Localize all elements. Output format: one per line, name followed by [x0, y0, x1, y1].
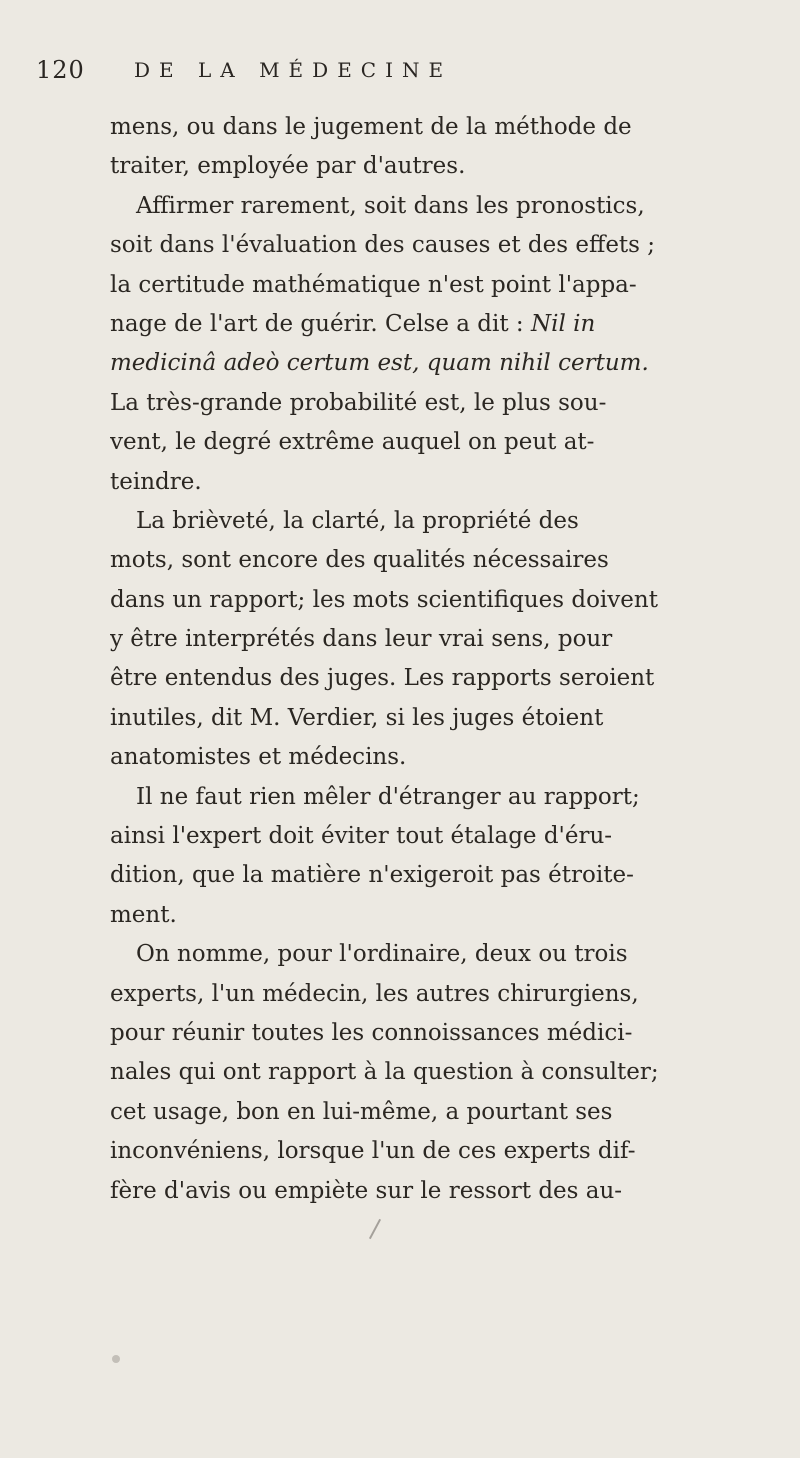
text-line — [110, 856, 782, 895]
page-number: 120 — [36, 56, 85, 84]
text-line-roman: inconvéniens, lorsque l'un de ces experts dif- — [110, 1138, 636, 1165]
text-line — [110, 502, 782, 541]
text-line — [110, 305, 782, 344]
text-line-roman: inutiles, dit M. Verdier, si les juges étoient — [110, 704, 604, 731]
text-line — [110, 1053, 782, 1092]
text-line-roman: la certitude mathématique n'est point l'appa- — [110, 271, 637, 298]
text-line-roman: nales qui ont rapport à la question à consulter; — [110, 1059, 659, 1086]
text-line — [110, 423, 782, 462]
ink-mark — [369, 1219, 381, 1239]
text-line-roman: mots, sont encore des qualités nécessaires — [110, 547, 609, 574]
running-title: DE LA MÉDECINE — [134, 58, 453, 82]
text-line — [110, 541, 782, 580]
text-line-roman: teindre. — [110, 468, 202, 495]
text-line — [110, 778, 782, 817]
text-line — [110, 1014, 782, 1053]
text-line-roman: traiter, employée par d'autres. — [110, 153, 466, 180]
text-line-roman: vent, le degré extrême auquel on peut at- — [110, 429, 595, 456]
text-line — [110, 935, 782, 974]
text-line-roman: anatomistes et médecins. — [110, 744, 407, 771]
text-line-roman: mens, ou dans le jugement de la méthode de — [110, 114, 632, 140]
text-line-roman: être entendus des juges. Les rapports seroient — [110, 665, 655, 692]
text-line — [110, 1172, 782, 1211]
text-line-roman: dition, que la matière n'exigeroit pas étroite- — [110, 862, 634, 889]
text-line-roman: cet usage, bon en lui-même, a pourtant ses — [110, 1098, 613, 1125]
text-line — [110, 344, 782, 383]
text-line — [110, 108, 782, 147]
text-line-roman: On nomme, pour l'ordinaire, deux ou trois — [136, 941, 628, 968]
text-line — [110, 896, 782, 935]
text-line-roman: nage de l'art de guérir. Celse a dit : — [110, 310, 524, 337]
text-line-roman: ainsi l'expert doit éviter tout étalage d'éru- — [110, 823, 613, 850]
text-line-roman: fère d'avis ou empiète sur le ressort des au- — [110, 1177, 623, 1204]
text-line — [110, 187, 782, 226]
text-line — [110, 463, 782, 502]
text-line-roman: La brièveté, la clarté, la propriété des — [136, 507, 579, 534]
text-line — [110, 659, 782, 698]
latin-quotation: medicinâ adeò certum est, quam nihil certum. — [110, 350, 649, 377]
text-line — [110, 699, 782, 738]
text-line — [110, 226, 782, 265]
text-line — [110, 817, 782, 856]
body-text — [110, 108, 782, 1211]
text-line-roman: pour réunir toutes les connoissances médici- — [110, 1019, 633, 1046]
text-line-roman: dans un rapport; les mots scientifiques doivent — [110, 586, 658, 613]
ink-spot — [112, 1355, 120, 1363]
latin-quotation: Nil in — [531, 310, 596, 337]
text-line-roman: soit dans l'évaluation des causes et des effets ; — [110, 232, 656, 259]
text-line — [110, 266, 782, 305]
text-line-roman: y être interprétés dans leur vrai sens, pour — [110, 626, 613, 653]
text-line — [110, 1093, 782, 1132]
text-line — [110, 581, 782, 620]
text-line-roman: Il ne faut rien mêler d'étranger au rapport; — [136, 783, 640, 810]
text-line-roman: experts, l'un médecin, les autres chirurgiens, — [110, 980, 639, 1007]
text-line — [110, 384, 782, 423]
text-line — [110, 738, 782, 777]
text-line — [110, 620, 782, 659]
text-line-roman: Affirmer rarement, soit dans les pronostics, — [136, 192, 645, 219]
text-line-roman: ment. — [110, 901, 177, 928]
text-line — [110, 975, 782, 1014]
text-line-roman: La très-grande probabilité est, le plus sou- — [110, 389, 607, 416]
running-head — [36, 56, 636, 96]
text-line — [110, 1132, 782, 1171]
text-line — [110, 147, 782, 186]
